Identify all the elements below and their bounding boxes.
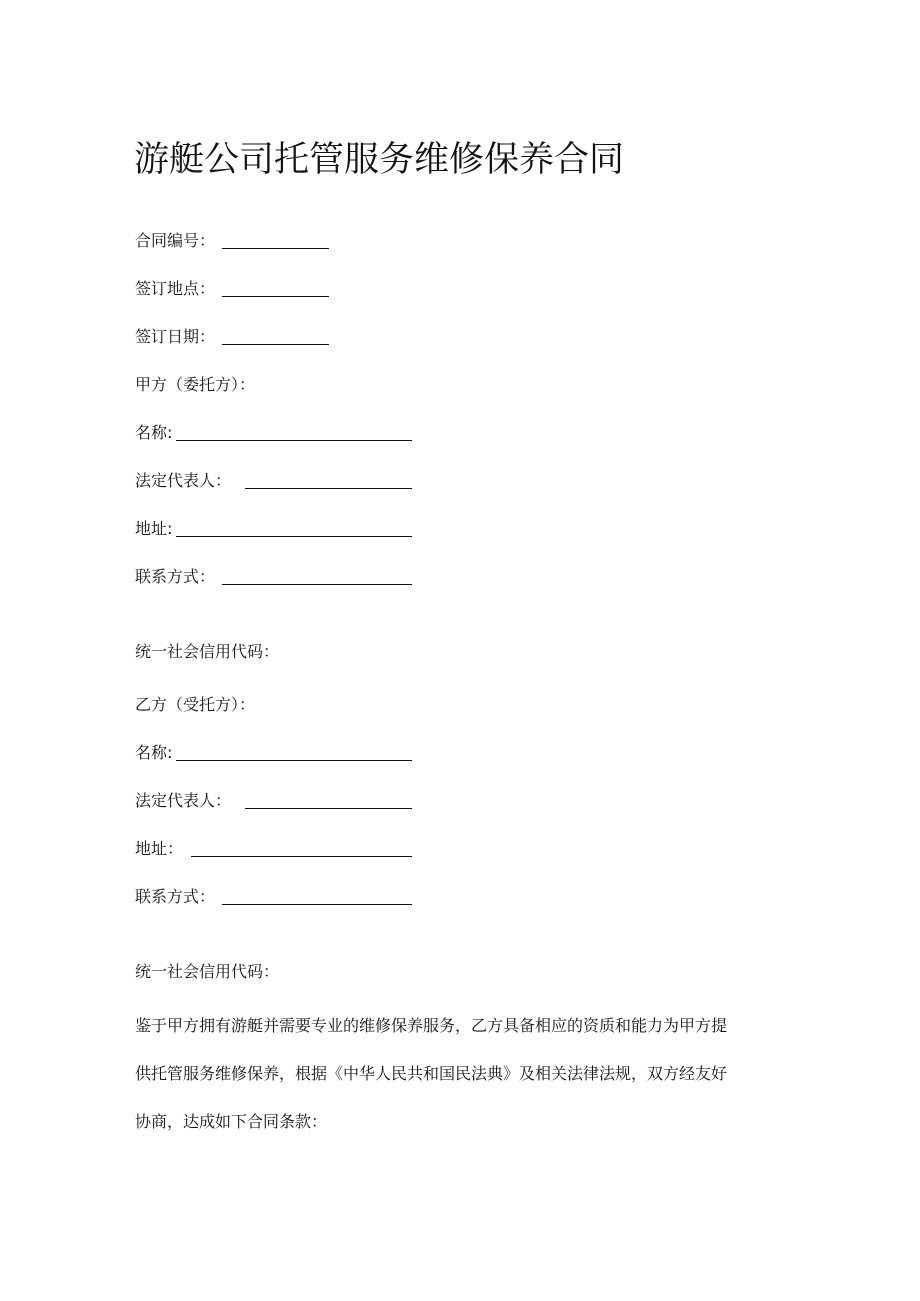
preamble-line: 供托管服务维修保养，根据《中华人民共和国民法典》及相关法律法规，双方经友好 [135, 1064, 728, 1083]
party-b-address-label: 地址： [135, 839, 184, 858]
signing-date-label: 签订日期： [135, 327, 216, 346]
signing-place-blank[interactable] [222, 296, 329, 297]
preamble-paragraph [135, 1002, 775, 1146]
document-title: 游艇公司托管服务维修保养合同 [134, 140, 625, 180]
party-a-contact-blank[interactable] [222, 584, 412, 585]
party-a-name-blank[interactable] [176, 440, 412, 441]
signing-place-label: 签订地点： [135, 279, 216, 298]
party-b-name-blank[interactable] [176, 760, 412, 761]
party-b-name-label: 名称: [135, 743, 173, 762]
party-a-legal-rep-blank[interactable] [245, 488, 412, 489]
party-b-legal-rep-blank[interactable] [245, 808, 412, 809]
preamble-line: 协商，达成如下合同条款： [135, 1112, 328, 1131]
preamble-line: 鉴于甲方拥有游艇并需要专业的维修保养服务，乙方具备相应的资质和能力为甲方提 [135, 1016, 728, 1035]
party-a-credit-code-label: 统一社会信用代码： [135, 642, 280, 661]
party-a-legal-rep-label: 法定代表人： [135, 471, 232, 490]
party-b-contact-label: 联系方式： [135, 887, 216, 906]
party-b-heading: 乙方（受托方）： [135, 695, 256, 714]
contract-number-blank[interactable] [222, 248, 329, 249]
party-a-contact-label: 联系方式： [135, 567, 216, 586]
party-b-legal-rep-label: 法定代表人： [135, 791, 232, 810]
party-a-address-label: 地址: [135, 519, 173, 538]
party-a-address-blank[interactable] [176, 536, 412, 537]
party-a-heading: 甲方（委托方）： [135, 375, 256, 394]
party-b-credit-code-label: 统一社会信用代码： [135, 962, 280, 981]
contract-number-label: 合同编号： [135, 231, 216, 250]
party-b-contact-blank[interactable] [222, 904, 412, 905]
party-b-address-blank[interactable] [191, 856, 412, 857]
signing-date-blank[interactable] [222, 344, 329, 345]
party-a-name-label: 名称: [135, 423, 173, 442]
